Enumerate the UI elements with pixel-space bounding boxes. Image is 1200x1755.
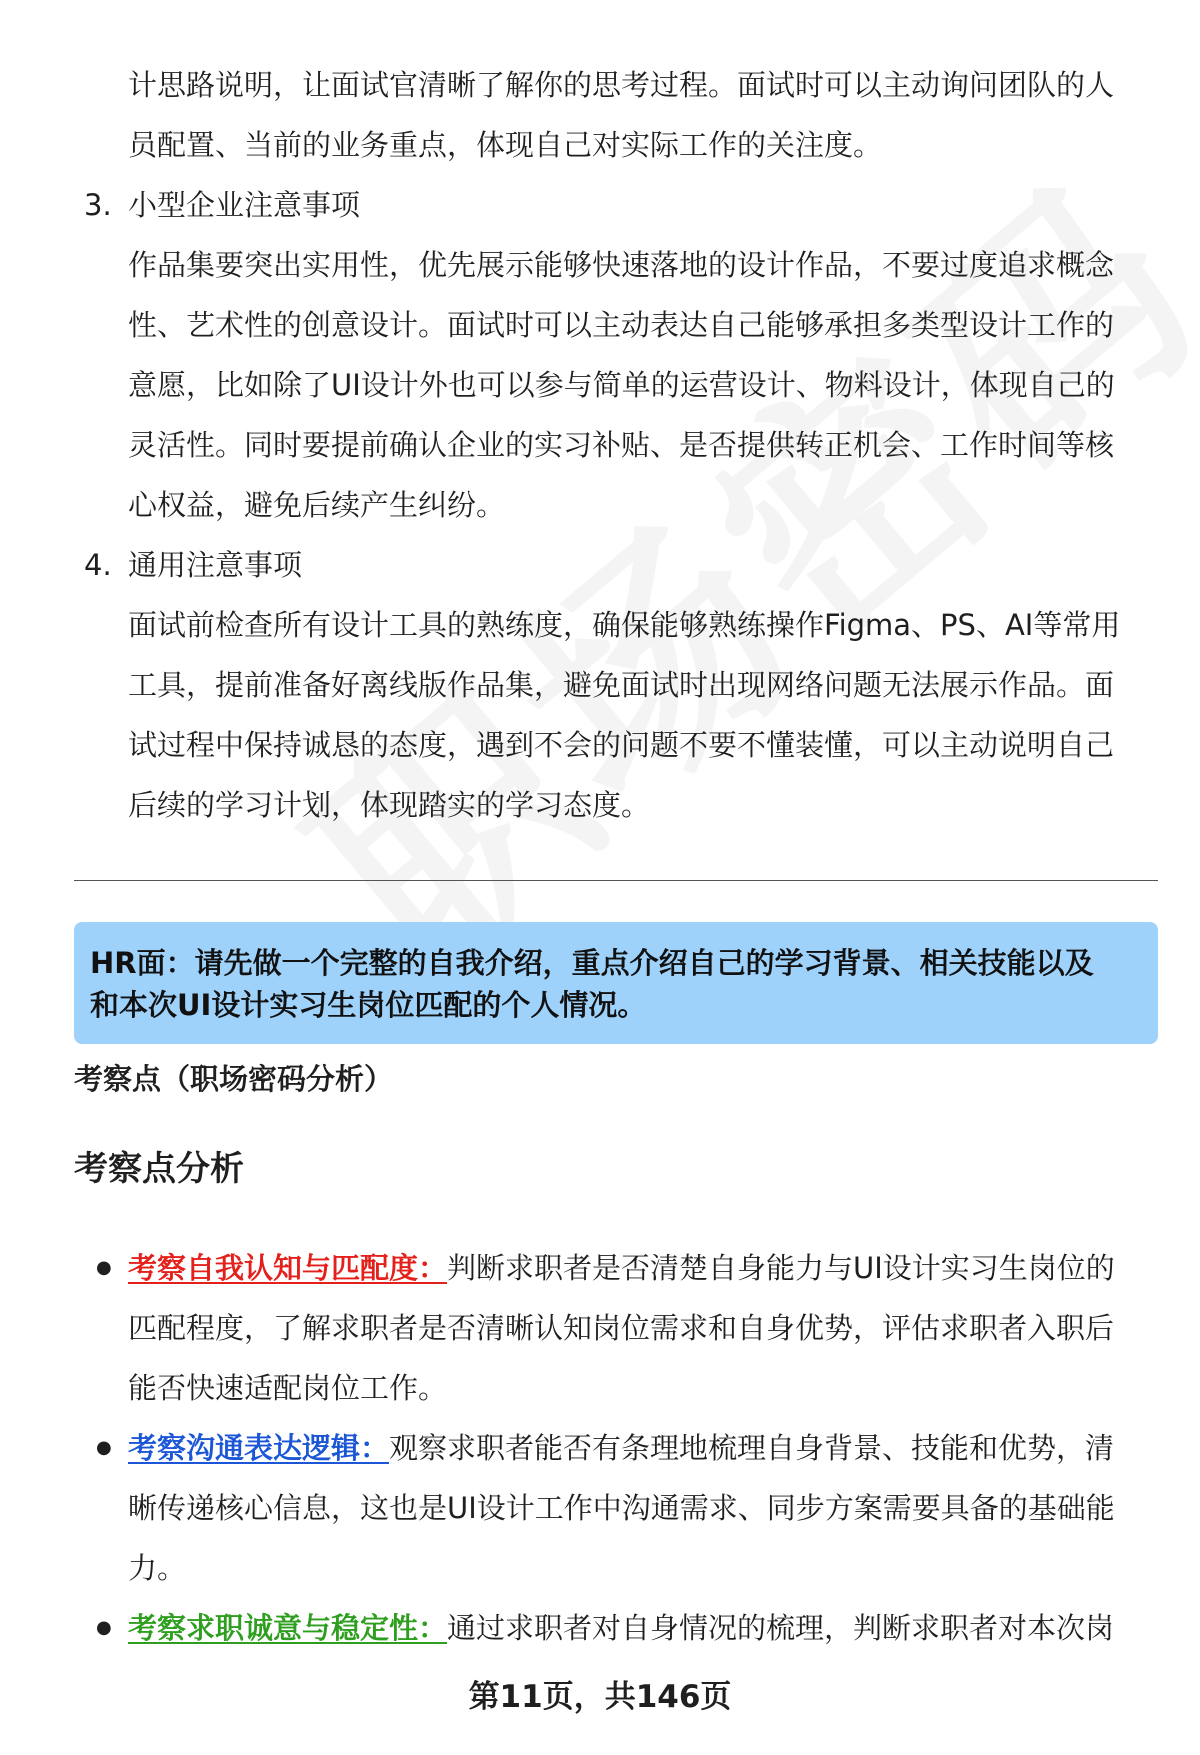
item-title: 通用注意事项 (128, 548, 303, 582)
section-label: 考察点（职场密码分析） (74, 1062, 394, 1096)
bullet-title: 考察求职诚意与稳定性： (128, 1611, 448, 1645)
paragraph-line: 力。 (128, 1551, 187, 1585)
paragraph-line: 员配置、当前的业务重点，体现自己对实际工作的关注度。 (128, 128, 883, 162)
bullet-item (128, 1238, 1143, 1418)
numbered-item-body (128, 235, 1143, 535)
bullet-first-line (128, 1418, 1143, 1478)
paragraph-line: 能否快速适配岗位工作。 (128, 1371, 448, 1405)
bullet-text: 观察求职者能否有条理地梳理自身背景、技能和优势，清 (389, 1431, 1115, 1465)
question-line: HR面：请先做一个完整的自我介绍，重点介绍自己的学习背景、相关技能以及 (90, 946, 1094, 980)
bullet-first-line (128, 1238, 1143, 1298)
paragraph-line: 性、艺术性的创意设计。面试时可以主动表达自己能够承担多类型设计工作的 (128, 308, 1115, 342)
bullet-item (128, 1598, 1143, 1658)
interview-question-box (74, 922, 1158, 1044)
bullet-title: 考察沟通表达逻辑： (128, 1431, 390, 1465)
paragraph-line: 灵活性。同时要提前确认企业的实习补贴、是否提供转正机会、工作时间等核 (128, 428, 1115, 462)
paragraph-line: 作品集要突出实用性，优先展示能够快速落地的设计作品，不要过度追求概念 (128, 248, 1115, 282)
bullet-dot-icon: ● (96, 1437, 112, 1458)
bullet-text: 通过求职者对自身情况的梳理，判断求职者对本次岗 (447, 1611, 1115, 1645)
paragraph-line: 工具，提前准备好离线版作品集，避免面试时出现网络问题无法展示作品。面 (128, 668, 1115, 702)
bullet-dot-icon: ● (96, 1617, 112, 1638)
bullet-first-line (128, 1598, 1143, 1658)
bullet-text: 判断求职者是否清楚自身能力与UI设计实习生岗位的 (447, 1251, 1115, 1285)
section-divider (74, 880, 1158, 881)
section-heading: 考察点分析 (74, 1149, 244, 1189)
question-line: 和本次UI设计实习生岗位匹配的个人情况。 (90, 988, 647, 1022)
paragraph-line: 晰传递核心信息，这也是UI设计工作中沟通需求、同步方案需要具备的基础能 (128, 1491, 1115, 1525)
paragraph-line: 匹配程度，了解求职者是否清晰认知岗位需求和自身优势，评估求职者入职后 (128, 1311, 1115, 1345)
bullet-title: 考察自我认知与匹配度： (128, 1251, 448, 1285)
paragraph-line: 试过程中保持诚恳的态度，遇到不会的问题不要不懂装懂，可以主动说明自己 (128, 728, 1115, 762)
paragraph-line: 后续的学习计划，体现踏实的学习态度。 (128, 788, 651, 822)
page-number-footer: 第11页，共146页 (468, 1679, 732, 1715)
paragraph-line: 计思路说明，让面试官清晰了解你的思考过程。面试时可以主动询问团队的人 (128, 68, 1115, 102)
numbered-item-body (128, 595, 1143, 835)
paragraph-line: 心权益，避免后续产生纠纷。 (128, 488, 506, 522)
bullet-item (128, 1418, 1143, 1598)
continuation-paragraph (128, 55, 1143, 175)
bullet-dot-icon: ● (96, 1257, 112, 1278)
item-number: 3. (84, 188, 112, 222)
paragraph-line: 意愿，比如除了UI设计外也可以参与简单的运营设计、物料设计，体现自己的 (128, 368, 1115, 402)
numbered-item-heading (84, 535, 1144, 595)
paragraph-line: 面试前检查所有设计工具的熟练度，确保能够熟练操作Figma、PS、AI等常用 (128, 608, 1121, 642)
item-title: 小型企业注意事项 (128, 188, 361, 222)
item-number: 4. (84, 548, 112, 582)
numbered-item-heading (84, 175, 1144, 235)
